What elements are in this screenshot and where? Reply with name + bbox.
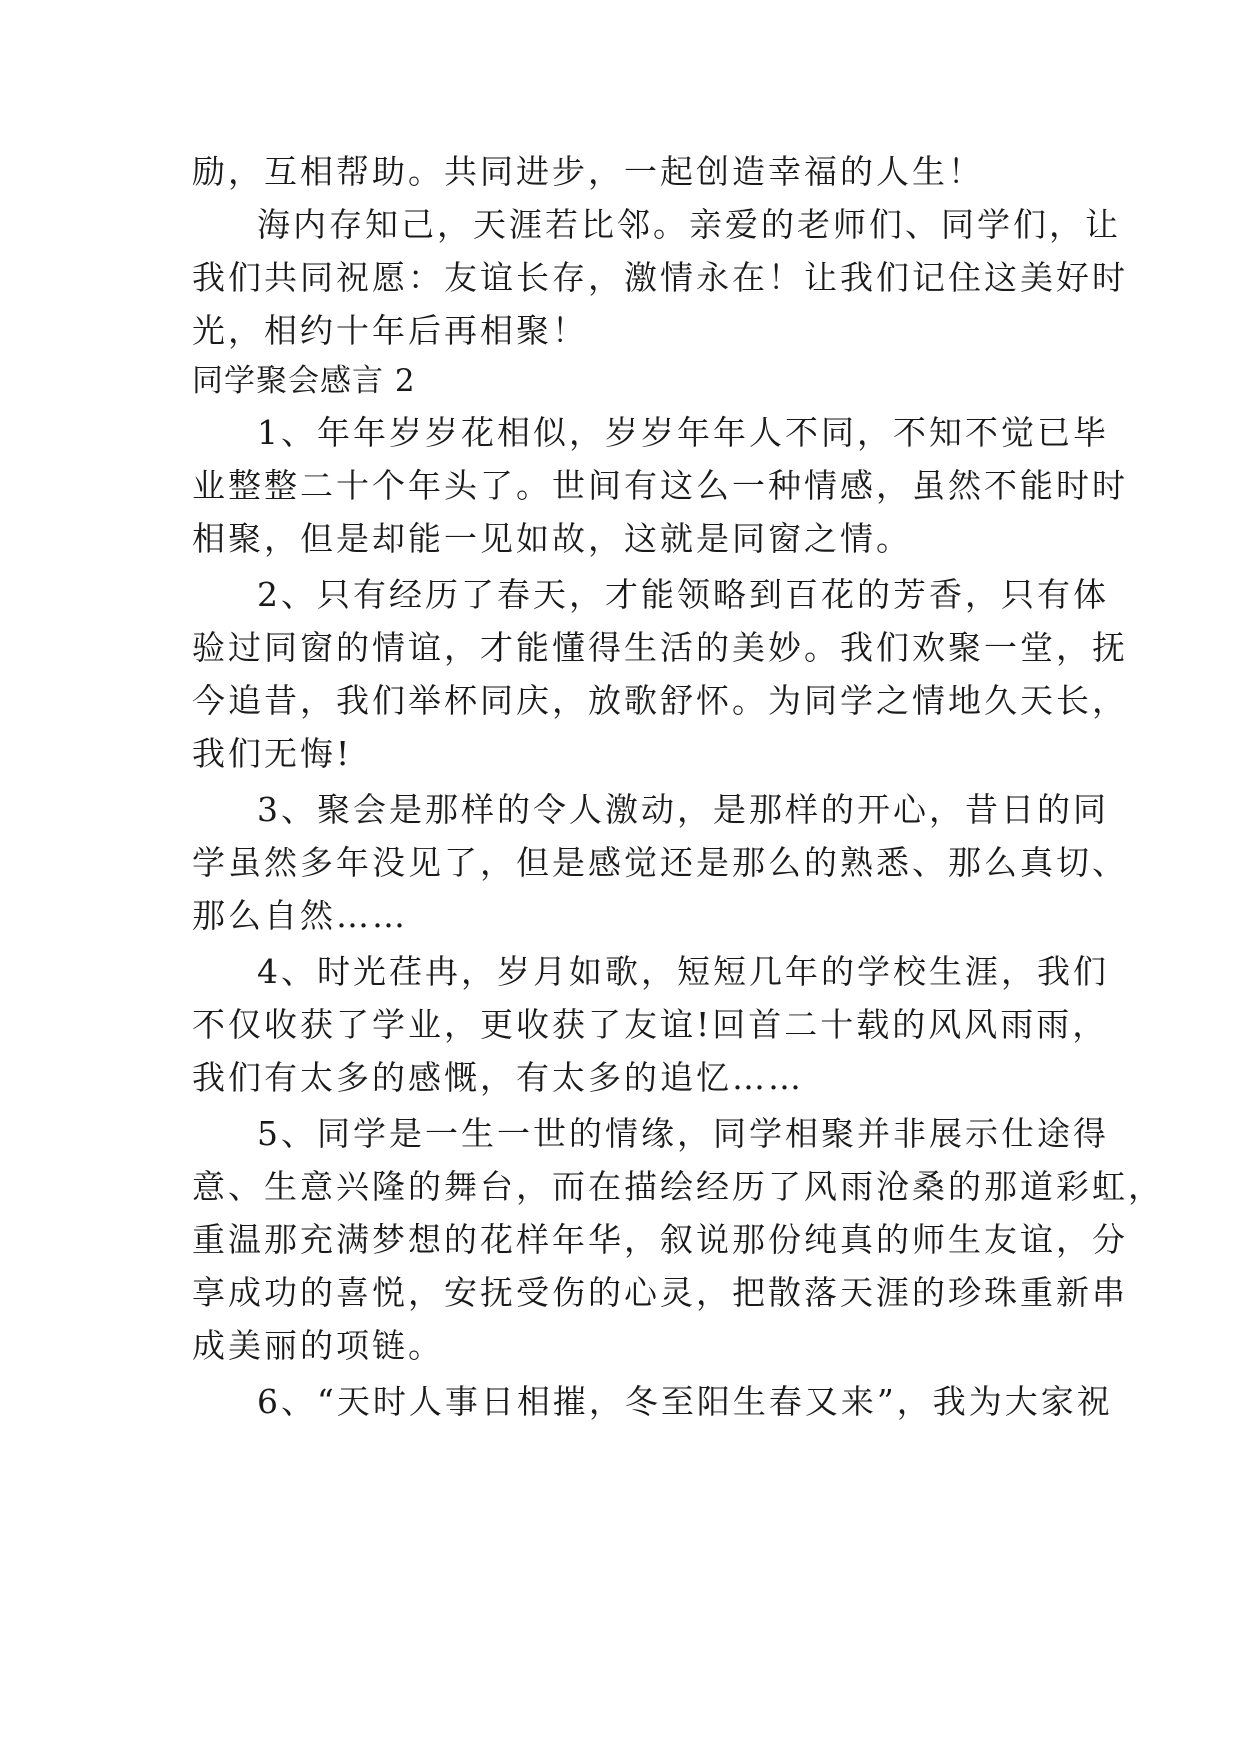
text-line: 意、生意兴隆的舞台，而在描绘经历了风雨沧桑的那道彩虹， [192, 1167, 1164, 1206]
paragraph-start: 海内存知己，天涯若比邻。亲爱的老师们、同学们，让 [257, 205, 1121, 244]
text-line: 相聚，但是却能一见如故，这就是同窗之情。 [192, 519, 912, 558]
paragraph-start: 3、聚会是那样的令人激动，是那样的开心，昔日的同 [257, 790, 1109, 829]
paragraph-start: 1、年年岁岁花相似，岁岁年年人不同，不知不觉已毕 [257, 413, 1109, 452]
text-line: 业整整二十个年头了。世间有这么一种情感，虽然不能时时 [192, 466, 1128, 505]
text-line: 验过同窗的情谊，才能懂得生活的美妙。我们欢聚一堂，抚 [192, 628, 1128, 667]
text-line: 享成功的喜悦，安抚受伤的心灵，把散落天涯的珍珠重新串 [192, 1273, 1128, 1312]
text-line: 不仅收获了学业，更收获了友谊!回首二十载的风风雨雨， [192, 1005, 1109, 1044]
paragraph-start: 4、时光荏冉，岁月如歌，短短几年的学校生涯，我们 [257, 952, 1109, 991]
paragraph-start: 6、“天时人事日相摧，冬至阳生春又来”，我为大家祝 [257, 1382, 1113, 1421]
paragraph-start: 5、同学是一生一世的情缘，同学相聚并非展示仕途得 [257, 1114, 1109, 1153]
text-line: 那么自然…… [192, 896, 408, 935]
paragraph-start: 2、只有经历了春天，才能领略到百花的芳香，只有体 [257, 575, 1109, 614]
text-line: 我们无悔! [192, 734, 353, 773]
text-line: 励，互相帮助。共同进步，一起创造幸福的人生！ [192, 152, 984, 191]
text-line: 今追昔，我们举杯同庆，放歌舒怀。为同学之情地久天长， [192, 681, 1128, 720]
text-line: 我们有太多的感慨，有太多的追忆…… [192, 1058, 804, 1097]
text-line: 学虽然多年没见了，但是感觉还是那么的熟悉、那么真切、 [192, 843, 1128, 882]
text-line: 成美丽的项链。 [192, 1326, 444, 1365]
text-line: 光，相约十年后再相聚！ [192, 311, 588, 350]
text-line: 我们共同祝愿：友谊长存，激情永在！让我们记住这美好时 [192, 258, 1128, 297]
section-heading: 同学聚会感言 2 [192, 363, 416, 399]
text-line: 重温那充满梦想的花样年华，叙说那份纯真的师生友谊，分 [192, 1220, 1128, 1259]
